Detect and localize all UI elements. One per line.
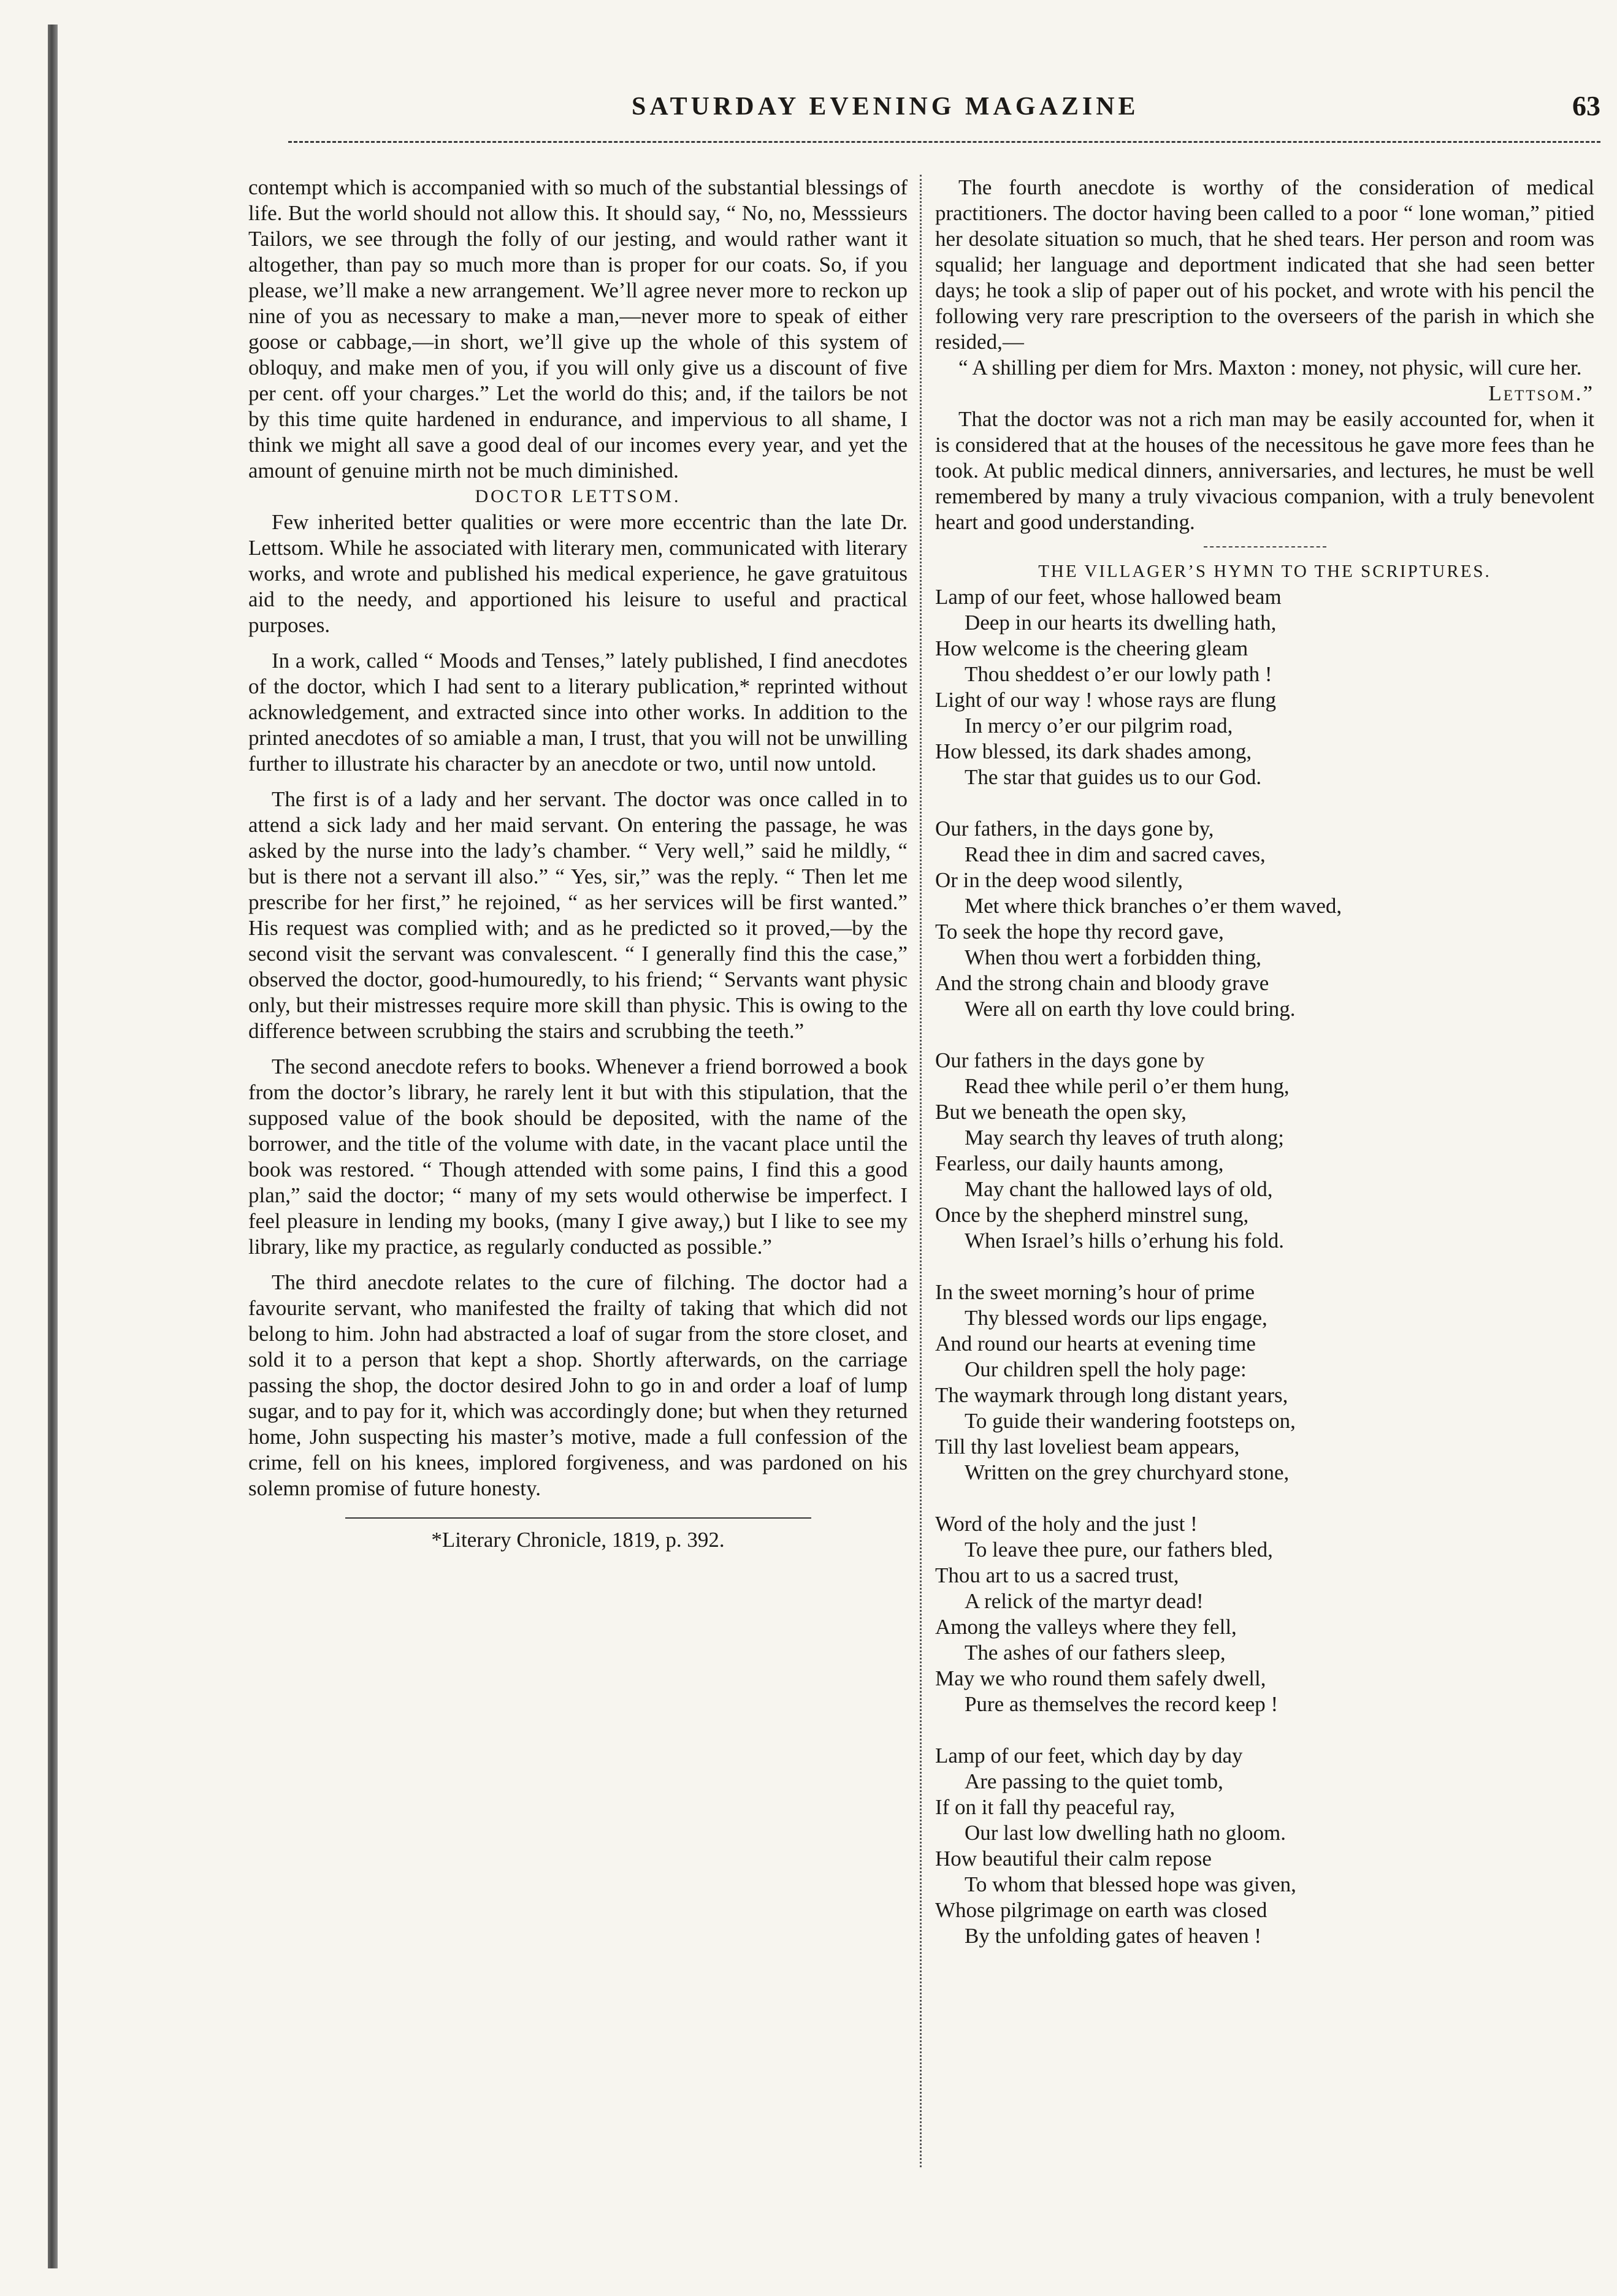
poem-line: To whom that blessed hope was given,	[965, 1872, 1296, 1896]
poem-line: When thou wert a forbidden thing,	[965, 945, 1262, 969]
left-column	[248, 175, 908, 1553]
poem-line: May chant the hallowed lays of old,	[965, 1177, 1273, 1201]
poem-line: Deep in our hearts its dwelling hath,	[965, 611, 1277, 635]
article-paragraph: Few inherited better qualities or were more eccentric than the late Dr. Lettsom. While he associated with literary men, communicated with literary works, and wrote and published his medical experience, he gave gratuitous aid to the needy, and apportioned his leisure to useful and practical purposes.	[248, 510, 908, 637]
poem-line: Thy blessed words our lips engage,	[965, 1306, 1267, 1330]
footnote: *Literary Chronicle, 1819, p. 392.	[431, 1528, 725, 1552]
poem-line: How welcome is the cheering gleam	[935, 636, 1248, 660]
poem-line: Among the valleys where they fell,	[935, 1615, 1237, 1639]
poem-line: The ashes of our fathers sleep,	[965, 1641, 1226, 1665]
poem-line: By the unfolding gates of heaven !	[965, 1924, 1262, 1948]
poem-line: Our fathers, in the days gone by,	[935, 817, 1214, 841]
poem-line: Our last low dwelling hath no gloom.	[965, 1821, 1286, 1845]
poem-stanza	[935, 1280, 1594, 1486]
poem-line: Word of the holy and the just !	[935, 1512, 1198, 1536]
poem-stanza	[935, 1743, 1594, 1949]
poem-line: To seek the hope thy record gave,	[935, 920, 1224, 944]
poem	[935, 584, 1594, 1949]
poem-line: Written on the grey churchyard stone,	[965, 1460, 1290, 1484]
poem-line: Till thy last loveliest beam appears,	[935, 1435, 1240, 1459]
poem-line: Once by the shepherd minstrel sung,	[935, 1203, 1249, 1227]
article-title: DOCTOR LETTSOM.	[475, 486, 681, 506]
poem-line: And the strong chain and bloody grave	[935, 971, 1269, 995]
poem-line: Whose pilgrimage on earth was closed	[935, 1898, 1267, 1922]
poem-title: THE VILLAGER’S HYMN TO THE SCRIPTURES.	[1038, 562, 1491, 581]
right-column	[935, 175, 1594, 1975]
poem-line: The star that guides us to our God.	[965, 765, 1262, 789]
poem-stanza	[935, 584, 1594, 790]
running-header	[288, 92, 1600, 135]
poem-line: But we beneath the open sky,	[935, 1100, 1187, 1124]
page-binding-edge	[48, 25, 58, 2268]
article-paragraph: That the doctor was not a rich man may be easily accounted for, when it is considered that at the houses of the necessitous he gave more fees than he took. At public medical dinners, anniversaries, and lectures, he must be well remembered by many a truly vivacious companion, with a truly benevolent heart and good understanding.	[935, 407, 1594, 534]
continued-paragraph: contempt which is accompanied with so much of the substantial blessings of life. But the world should not allow this. It should say, “ No, no, Messsieurs Tailors, we see through the folly of our jesting, and would rather want it altogether, than pay so much more than is proper for our coats. So, if you please, we’ll make a new arrangement. We’ll agree never more to reckon up nine of you as necessary to make a man,—never more to speak of either goose or cabbage,—in short, we’ll give up the whole of this system of obloquy, and make men of you, if you will only give us a discount of five per cent. off your charges.” Let the world do this; and, if the tailors be not by this time quite hardened in endurance, and impervious to all shame, I think we might all save a good deal of our incomes every year, and yet the amount of genuine mirth not be much diminished.	[248, 175, 908, 482]
column-divider	[920, 175, 922, 2167]
poem-line: Our fathers in the days gone by	[935, 1048, 1205, 1072]
poem-line: Were all on earth thy love could bring.	[965, 997, 1296, 1021]
article-paragraph: The fourth anecdote is worthy of the consideration of medical practitioners. The doctor having been called to a poor “ lone woman,” pitied her desolate situation so much, that he shed tears. Her person and room was squalid; her language and deportment indicated that she had seen better days; he took a slip of paper out of his pocket, and wrote with his pencil the following very rare prescription to the overseers of the parish in which she resided,—	[935, 175, 1594, 354]
signature: Lettsom.”	[1488, 381, 1594, 405]
section-rule	[1204, 546, 1326, 547]
poem-line: Lamp of our feet, whose hallowed beam	[935, 585, 1282, 609]
poem-line: Thou sheddest o’er our lowly path !	[965, 662, 1272, 686]
poem-line: May we who round them safely dwell,	[935, 1666, 1266, 1690]
page-number: 63	[1572, 90, 1600, 121]
poem-stanza	[935, 1511, 1594, 1717]
poem-line: May search thy leaves of truth along;	[965, 1126, 1284, 1150]
poem-line: Fearless, our daily haunts among,	[935, 1151, 1224, 1175]
footnote-rule	[345, 1517, 811, 1519]
poem-line: How beautiful their calm repose	[935, 1847, 1212, 1871]
article-body	[248, 509, 908, 1501]
article-paragraph: In a work, called “ Moods and Tenses,” lately published, I find anecdotes of the doctor, which I had sent to a literary publication,* reprinted without acknowledgement, and extracted since into other works. In addition to the printed anecdotes of so amiable a man, I trust, that you will not be unwilling further to illustrate his character by an anecdote or two, until now untold.	[248, 649, 908, 776]
poem-line: To leave thee pure, our fathers bled,	[965, 1538, 1273, 1562]
poem-line: Or in the deep wood silently,	[935, 868, 1183, 892]
poem-line: Read thee in dim and sacred caves,	[965, 842, 1266, 866]
poem-line: Light of our way ! whose rays are flung	[935, 688, 1276, 712]
poem-line: If on it fall thy peaceful ray,	[935, 1795, 1175, 1819]
article-paragraph: The third anecdote relates to the cure of filching. The doctor had a favourite servant, who manifested the frailty of taking that which did not belong to him. John had abstracted a loaf of sugar from the store closet, and sold it to a person that kept a shop. Shortly afterwards, on the carriage passing the shop, the doctor desired John to go in and order a loaf of lump sugar, and to pay for it, which was accordingly done; but when they returned home, John suspecting his master’s motive, made a full confession of the crime, fell on his knees, implored forgiveness, and was pardoned on his solemn promise of future honesty.	[248, 1270, 908, 1500]
poem-line: And round our hearts at evening time	[935, 1332, 1256, 1356]
poem-line: Met where thick branches o’er them waved,	[965, 894, 1342, 918]
poem-line: Our children spell the holy page:	[965, 1357, 1247, 1381]
poem-line: In mercy o’er our pilgrim road,	[965, 714, 1233, 738]
magazine-title: SATURDAY EVENING MAGAZINE	[632, 93, 1139, 121]
poem-line: In the sweet morning’s hour of prime	[935, 1280, 1255, 1304]
poem-stanza	[935, 1048, 1594, 1254]
poem-line: A relick of the martyr dead!	[965, 1589, 1204, 1613]
poem-line: To guide their wandering footsteps on,	[965, 1409, 1296, 1433]
prescription-quote: “ A shilling per diem for Mrs. Maxton : money, not physic, will cure her.	[958, 356, 1582, 379]
poem-line: The waymark through long distant years,	[935, 1383, 1288, 1407]
article-paragraph: The second anecdote refers to books. Whenever a friend borrowed a book from the doctor’s library, he rarely lent it but with this stipulation, that the supposed value of the book should be deposited, with the name of the borrower, and the title of the volume with date, in the vacant place until the book was restored. “ Though attended with some pains, I find this a good plan,” said the doctor; “ many of my sets would otherwise be imperfect. I feel pleasure in lending my books, (many I give away,) but I like to see my library, like my practice, as regularly conducted as possible.”	[248, 1055, 908, 1259]
poem-line: How blessed, its dark shades among,	[935, 739, 1252, 763]
poem-stanza	[935, 816, 1594, 1022]
poem-line: Are passing to the quiet tomb,	[965, 1769, 1223, 1793]
poem-line: Pure as themselves the record keep !	[965, 1692, 1279, 1716]
header-rule	[288, 141, 1600, 143]
poem-line: Thou art to us a sacred trust,	[935, 1563, 1179, 1587]
article-paragraph: The first is of a lady and her servant. The doctor was once called in to attend a sick lady and her maid servant. On entering the passage, he was asked by the nurse into the lady’s chamber. “ Very well,” said he mildly, “ but is there not a servant ill also.” “ Yes, sir,” was the reply. “ Then let me prescribe for her first,” he rejoined, “ as her services will be first wanted.” His request was complied with; and as he predicted so it proved,—by the second visit the servant was convalescent. “ I generally find this the case,” observed the doctor, good-humouredly, to his friend; “ Servants want physic only, but their mistresses require more skill than physic. This is owing to the difference between scrubbing the stairs and scrubbing the teeth.”	[248, 787, 908, 1043]
poem-line: When Israel’s hills o’erhung his fold.	[965, 1229, 1285, 1253]
poem-line: Read thee while peril o’er them hung,	[965, 1074, 1290, 1098]
poem-line: Lamp of our feet, which day by day	[935, 1744, 1243, 1768]
